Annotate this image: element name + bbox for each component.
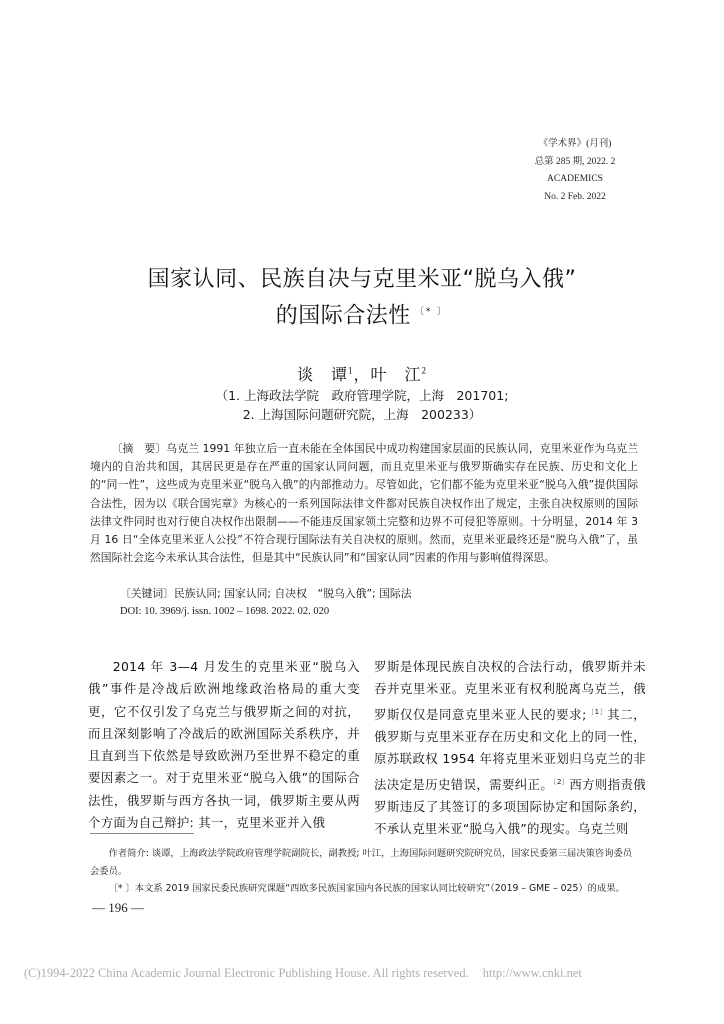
affiliation-2: 2. 上海国际问题研究院，上海 200233） (242, 407, 482, 422)
footnote-author-bio: 作者简介: 谈谭，上海政法学院政府管理学院副院长，副教授; 叶江，上海国际问题研究院研究员，国家民委第三届决策咨询委员会委员。 (90, 848, 633, 877)
citation-1[interactable]: 〔1〕 (586, 707, 608, 716)
title-note-mark: 〔* 〕 (414, 307, 449, 317)
affiliation-1: （1. 上海政法学院 政府管理学院，上海 201701; (215, 388, 509, 403)
keywords (90, 585, 638, 603)
copyright-url[interactable]: http://www.cnki.net (482, 966, 582, 980)
journal-issue: 总第 285 期, 2022. 2 (534, 156, 616, 167)
citation-2[interactable]: 〔2〕 (553, 777, 570, 786)
body-column-left (88, 656, 360, 834)
keywords-section (90, 585, 638, 621)
author-1: 谈 谭 (296, 365, 348, 384)
page-number: — 196 — (92, 900, 144, 915)
body-column-right (374, 656, 646, 841)
abstract-label: 〔摘 要〕 (111, 442, 167, 455)
copyright-text: (C)1994-2022 China Academic Journal Electronic Publishing House. All rights reserved. (24, 966, 469, 980)
author-list (0, 362, 724, 385)
author-2: 叶 江 (370, 365, 422, 384)
journal-info (500, 136, 650, 206)
footnote-funding: 〔* 〕本文系 2019 国家民委民族研究课题“西欧多民族国家国内各民族的国家认同比较研究”（2019 – GME – 025）的成果。 (108, 883, 625, 894)
body-paragraph-1-continued: 罗斯是体现民族自决权的合法行动，俄罗斯并未吞并克里米亚。克里米亚有权利脱离乌克兰，俄罗斯仅仅是同意克里米亚人民的要求;$^{〔1〕}$其二，俄罗斯与克里米亚存在历史和文化上的同一性，原苏联政权 1954 年将克里米亚划归乌克兰的非法决定是历史错误，需要纠正。$^{〔2〕}$西方则指责俄罗斯违反了其签订的多项国际协定和国际条约，不承认克里米亚“脱乌入俄”的现实。乌克兰则 (374, 659, 646, 837)
doi: DOI: 10. 3969/j. issn. 1002 – 1698. 2022. 02. 020 (120, 606, 330, 617)
abstract (90, 440, 638, 567)
paper-title (60, 263, 664, 332)
author-2-affil-mark: 2 (421, 365, 428, 376)
title-line-2: 的国际合法性 〔* 〕 (275, 303, 449, 329)
journal-english-issue: No. 2 Feb. 2022 (544, 191, 606, 202)
abstract-text: 乌克兰 1991 年独立后一直未能在全体国民中成功构建国家层面的民族认同，克里米亚作为乌克兰境内的自治共和国，其居民更是存在严重的国家认同问题，而且克里米亚与俄罗斯确实存在民族、历史和文化上的“同一性”，这些成为克里米亚“脱乌入俄”的内部推动力。尽管如此，它们都不能为克里米亚“脱乌入俄”提供国际合法性，因为以《联合国宪章》为核心的一系列国际法律文件都对民族自决权作出了规定，主张自决权原则的国际法律文件同时也对行使自决权作出限制——不能违反国家领土完整和边界不可侵犯等原则。十分明显，2014 年 3 月 16 日“全体克里米亚人公投”不符合现行国际法有关自决权的原则。然而，克里米亚最终还是“脱乌入俄”了，虽然国际社会迄今未承认其合法性，但是其中“民族认同”和“国家认同”因素的作用与影响值得深思。 (90, 442, 639, 565)
journal-english-name: ACADEMICS (547, 174, 603, 184)
journal-name: 《学术界》(月刊) (538, 139, 612, 149)
copyright-line (24, 966, 724, 981)
keywords-text: 民族认同; 国家认同; 自决权 “脱乌入俄”; 国际法 (173, 587, 412, 600)
body-paragraph-1: 2014 年 3—4 月发生的克里米亚“脱乌入俄”事件是冷战后欧洲地缘政治格局的重大变更，它不仅引发了乌克兰与俄罗斯之间的对抗，而且深刻影响了冷战后的欧洲国际关系秩序，并且直到当下依然是导致欧洲乃至世界不稳定的重要因素之一。对于克里米亚“脱乌入俄”的国际合法性，俄罗斯与西方各执一词，俄罗斯主要从两个方面为自己辩护: 其一，克里米亚并入俄 (88, 659, 360, 831)
author-separator: ， (353, 365, 371, 384)
footnotes (90, 845, 638, 898)
keywords-label: 〔关键词〕 (120, 587, 174, 600)
title-line-1: 国家认同、民族自决与克里米亚“脱乌入俄” (147, 267, 577, 292)
author-1-affil-mark: 1 (347, 365, 354, 376)
footnote-divider (90, 833, 194, 834)
